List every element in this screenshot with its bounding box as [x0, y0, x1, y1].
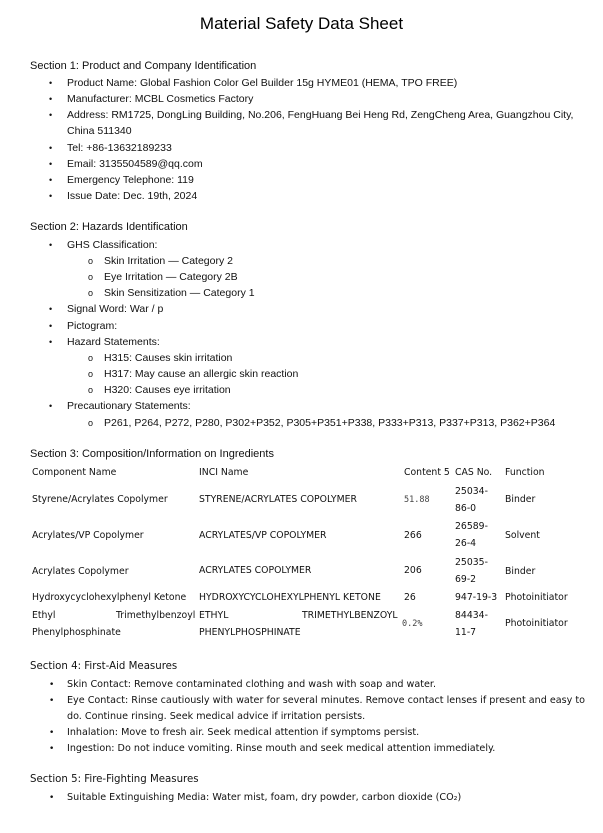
bullet-icon: • — [49, 744, 55, 754]
document-page: Material Safety Data Sheet Section 1: Product and Company Identification • Product Name: Global Fashion Color Gel Builder 15g HYME01 (HEMA, TPO FREE) • Manufacturer: MCBL Cosmetics Factory • Address: RM1725, DongLing Building, No.206, FengHuang Bei Heng Rd, ZengCheng Area, Guangzhou City, China 511340 • Tel: +86-13632189233 • Email: 3135504589@qq.com • Emergency Telephone: 119 • Issue Date: Dec. 19th, 2024 Section 2: Hazards Identification • GHS Classification: o Skin Irritation — Category 2 o Eye Irritation — Category 2B o Skin Sensitization — Category 1 • Signal Word: War / p • Pictogram: • Hazard Statements: o H315: Causes skin irritation o H317: May cause an allergic skin reaction o H320: Causes eye irritation • Precautionary Statements: o P261, P264, P272, P280, P302+P352, P305+P351+P338, P333+P313, P337+P313, P362+P364 Section 3: Composition/Information on Ingredients Component Name INCI Name Content 5 CAS No. Function Styrene/Acrylates Copolymer STYRENE/ACRYLATES COPOLYMER 51.88 25034- 86-0 Binder Acrylates/VP Copolymer ACRYLATES/VP COPOLYMER 266 26589- 26-4 Solvent Acrylates Copolymer ACRYLATES COPOLYMER 206 25035- 69-2 Binder Hydroxycyclohexylphenyl Ketone HYDROXYCYCLOHEXYLPHENYL KETONE 26 947-19-3 Photoinitiator Ethyl Trimethylbenzoyl ETHYL TRIMETHYLBENZOYL Phenylphosphinate PHENYLPHOSPHINATE 0.2% 84434- 11-7 Photoinitiator Section 4: First-Aid Measures • Skin Contact: Remove contaminated clothing and wash with soap and water. • Eye Contact: Rinse cautiously with water for several minutes. Remove contact lenses if present and easy to do. Continue rinsing. Seek medical advice if irritation persists. • Inhalation: Move to fresh air. Seek medical attention if symptoms persist. • Ingestion: Do not induce vomiting. Rinse mouth and seek medical attention immediately. Section 5: Fire-Fighting Measures • Suitable Extinguishing Media: Water mist, foam, dry powder, carbon dioxide (CO₂) — [0, 0, 603, 833]
list-item: • Emergency Telephone: 119 — [49, 174, 194, 186]
sub-list-item: o H317: May cause an allergic skin reaction — [88, 368, 299, 380]
column-header: Content 5 — [404, 467, 450, 478]
list-item: • Tel: +86-13632189233 — [49, 142, 172, 154]
list-item: • Product Name: Global Fashion Color Gel Builder 15g HYME01 (HEMA, TPO FREE) — [49, 77, 458, 89]
bullet-icon: • — [49, 159, 53, 169]
bullet-icon: • — [49, 321, 53, 331]
sub-bullet-icon: o — [88, 369, 94, 379]
bullet-icon: • — [49, 78, 53, 88]
bullet-icon: • — [49, 696, 55, 706]
list-item: • Inhalation: Move to fresh air. Seek medical attention if symptoms persist. — [67, 725, 419, 741]
section2-heading: Section 2: Hazards Identification — [30, 221, 188, 233]
bullet-icon: • — [49, 401, 53, 411]
bullet-icon: • — [49, 793, 55, 803]
sub-bullet-icon: o — [88, 385, 94, 395]
list-item: • Eye Contact: Rinse cautiously with water for several minutes. Remove contact lenses if present and easy to — [67, 693, 585, 709]
sub-list-item: o P261, P264, P272, P280, P302+P352, P305+P351+P338, P333+P313, P337+P313, P362+P364 — [88, 417, 556, 429]
signal-word: • Signal Word: War / p — [49, 303, 164, 315]
bullet-icon: • — [49, 680, 55, 690]
list-item-continuation: do. Continue rinsing. Seek medical advice if irritation persists. — [67, 711, 366, 722]
sub-list-item: o Skin Sensitization — Category 1 — [88, 287, 255, 299]
column-header: INCI Name — [199, 467, 249, 478]
section4-heading: Section 4: First-Aid Measures — [30, 661, 178, 672]
column-header: Function — [505, 467, 545, 478]
section1-heading: Section 1: Product and Company Identification — [30, 60, 257, 72]
list-item: • Suitable Extinguishing Media: Water mist, foam, dry powder, carbon dioxide (CO₂) — [67, 790, 461, 806]
sub-bullet-icon: o — [88, 288, 94, 298]
list-item: • Address: RM1725, DongLing Building, No.206, FengHuang Bei Heng Rd, ZengCheng Area, Guangzhou City, — [49, 109, 574, 121]
sub-bullet-icon: o — [88, 256, 94, 266]
bullet-icon: • — [49, 337, 53, 347]
bullet-icon: • — [49, 175, 53, 185]
bullet-icon: • — [49, 191, 53, 201]
list-item: • Ingestion: Do not induce vomiting. Rinse mouth and seek medical attention immediately. — [67, 741, 495, 757]
list-item: • GHS Classification: — [49, 239, 158, 251]
list-item: • Email: 3135504589@qq.com — [49, 158, 203, 170]
bullet-icon: • — [49, 240, 53, 250]
sub-list-item: o Skin Irritation — Category 2 — [88, 255, 233, 267]
column-header: CAS No. — [455, 467, 493, 478]
list-item: • Precautionary Statements: — [49, 400, 191, 412]
section5-heading: Section 5: Fire-Fighting Measures — [30, 774, 199, 785]
pictogram-label: • Pictogram: — [49, 320, 118, 332]
column-header: Component Name — [32, 467, 117, 478]
document-title: Material Safety Data Sheet — [199, 14, 404, 33]
sub-list-item: o Eye Irritation — Category 2B — [88, 271, 238, 283]
bullet-icon: • — [49, 728, 55, 738]
sub-list-item: o H315: Causes skin irritation — [88, 352, 233, 364]
list-item: • Manufacturer: MCBL Cosmetics Factory — [49, 93, 254, 105]
sub-bullet-icon: o — [88, 272, 94, 282]
list-item: • Skin Contact: Remove contaminated clothing and wash with soap and water. — [67, 677, 436, 693]
bullet-icon: • — [49, 143, 53, 153]
bullet-icon: • — [49, 94, 53, 104]
sub-list-item: o H320: Causes eye irritation — [88, 384, 231, 396]
sub-bullet-icon: o — [88, 418, 94, 428]
list-item: • Hazard Statements: — [49, 336, 160, 348]
bullet-icon: • — [49, 304, 53, 314]
list-item: • Issue Date: Dec. 19th, 2024 — [49, 190, 198, 202]
bullet-icon: • — [49, 110, 53, 120]
list-item-continuation: China 511340 — [67, 125, 132, 137]
section3-heading: Section 3: Composition/Information on Ingredients — [30, 448, 274, 460]
sub-bullet-icon: o — [88, 353, 94, 363]
